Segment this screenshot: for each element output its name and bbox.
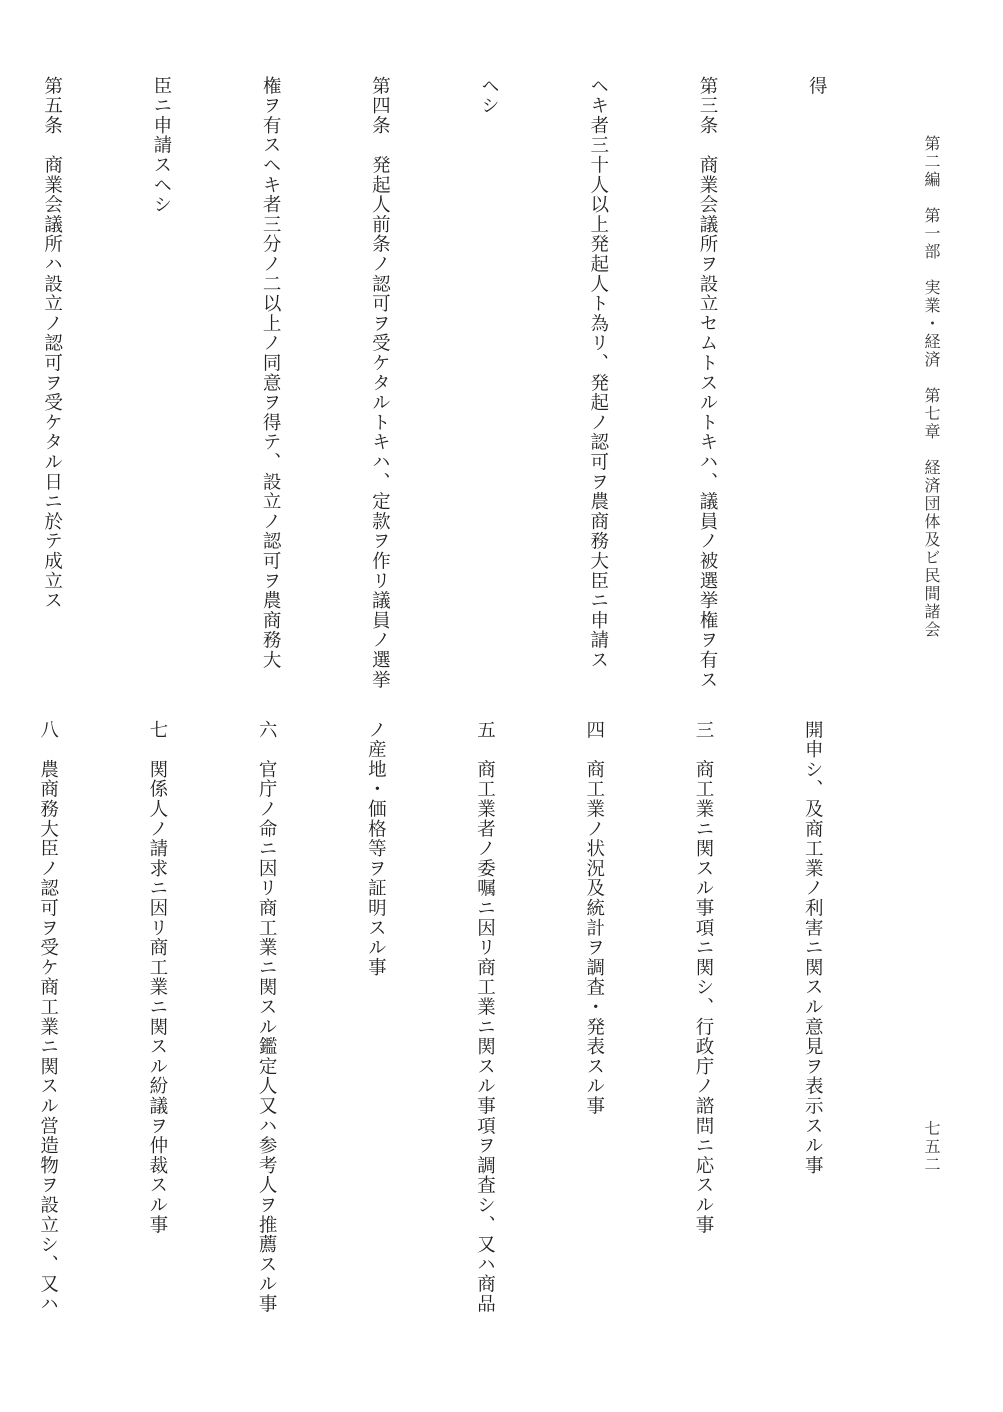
text-line: 第五条 商業会議所ハ設立ノ認可ヲ受ケタル日ニ於テ成立ス bbox=[41, 76, 63, 611]
page-number: 七五二 bbox=[922, 1120, 941, 1174]
text-line: 七 関係人ノ請求ニ因リ商工業ニ関スル紛議ヲ仲裁スル事 bbox=[146, 720, 168, 1235]
text-line: ヘキ者三十人以上発起人ト為リ、発起ノ認可ヲ農商務大臣ニ申請ス bbox=[587, 76, 609, 670]
text-line: 八 農商務大臣ノ認可ヲ受ケ商工業ニ関スル営造物ヲ設立シ、又ハ bbox=[37, 720, 59, 1314]
text-line: 得 bbox=[806, 76, 828, 96]
text-line: 臣ニ申請スヘシ bbox=[150, 76, 172, 215]
lower-text-block bbox=[37, 720, 903, 1340]
text-line: 第四条 発起人前条ノ認可ヲ受ケタルトキハ、定款ヲ作リ議員ノ選挙 bbox=[369, 76, 391, 690]
text-line: 三 商工業ニ関スル事項ニ関シ、行政庁ノ諮問ニ応スル事 bbox=[692, 720, 714, 1235]
text-line: 六 官庁ノ命ニ因リ商工業ニ関スル鑑定人又ハ参考人ヲ推薦スル事 bbox=[256, 720, 278, 1314]
text-line: ヘシ bbox=[478, 76, 500, 116]
text-line: ノ産地・価格等ヲ証明スル事 bbox=[365, 720, 387, 978]
upper-text-block bbox=[41, 76, 907, 690]
text-line: 五 商工業者ノ委嘱ニ因リ商工業ニ関スル事項ヲ調査シ、又ハ商品 bbox=[474, 720, 496, 1314]
text-line: 第三条 商業会議所ヲ設立セムトスルトキハ、議員ノ被選挙権ヲ有ス bbox=[696, 76, 718, 690]
text-line: 開申シ、及商工業ノ利害ニ関スル意見ヲ表示スル事 bbox=[802, 720, 824, 1176]
text-line: 四 商工業ノ状況及統計ヲ調査・発表スル事 bbox=[583, 720, 605, 1116]
text-line: 権ヲ有スヘキ者三分ノ二以上ノ同意ヲ得テ、設立ノ認可ヲ農商務大 bbox=[260, 76, 282, 670]
running-header: 第二編 第一部 実業・経済 第七章 経済団体及ビ民間諸会 bbox=[922, 135, 941, 639]
